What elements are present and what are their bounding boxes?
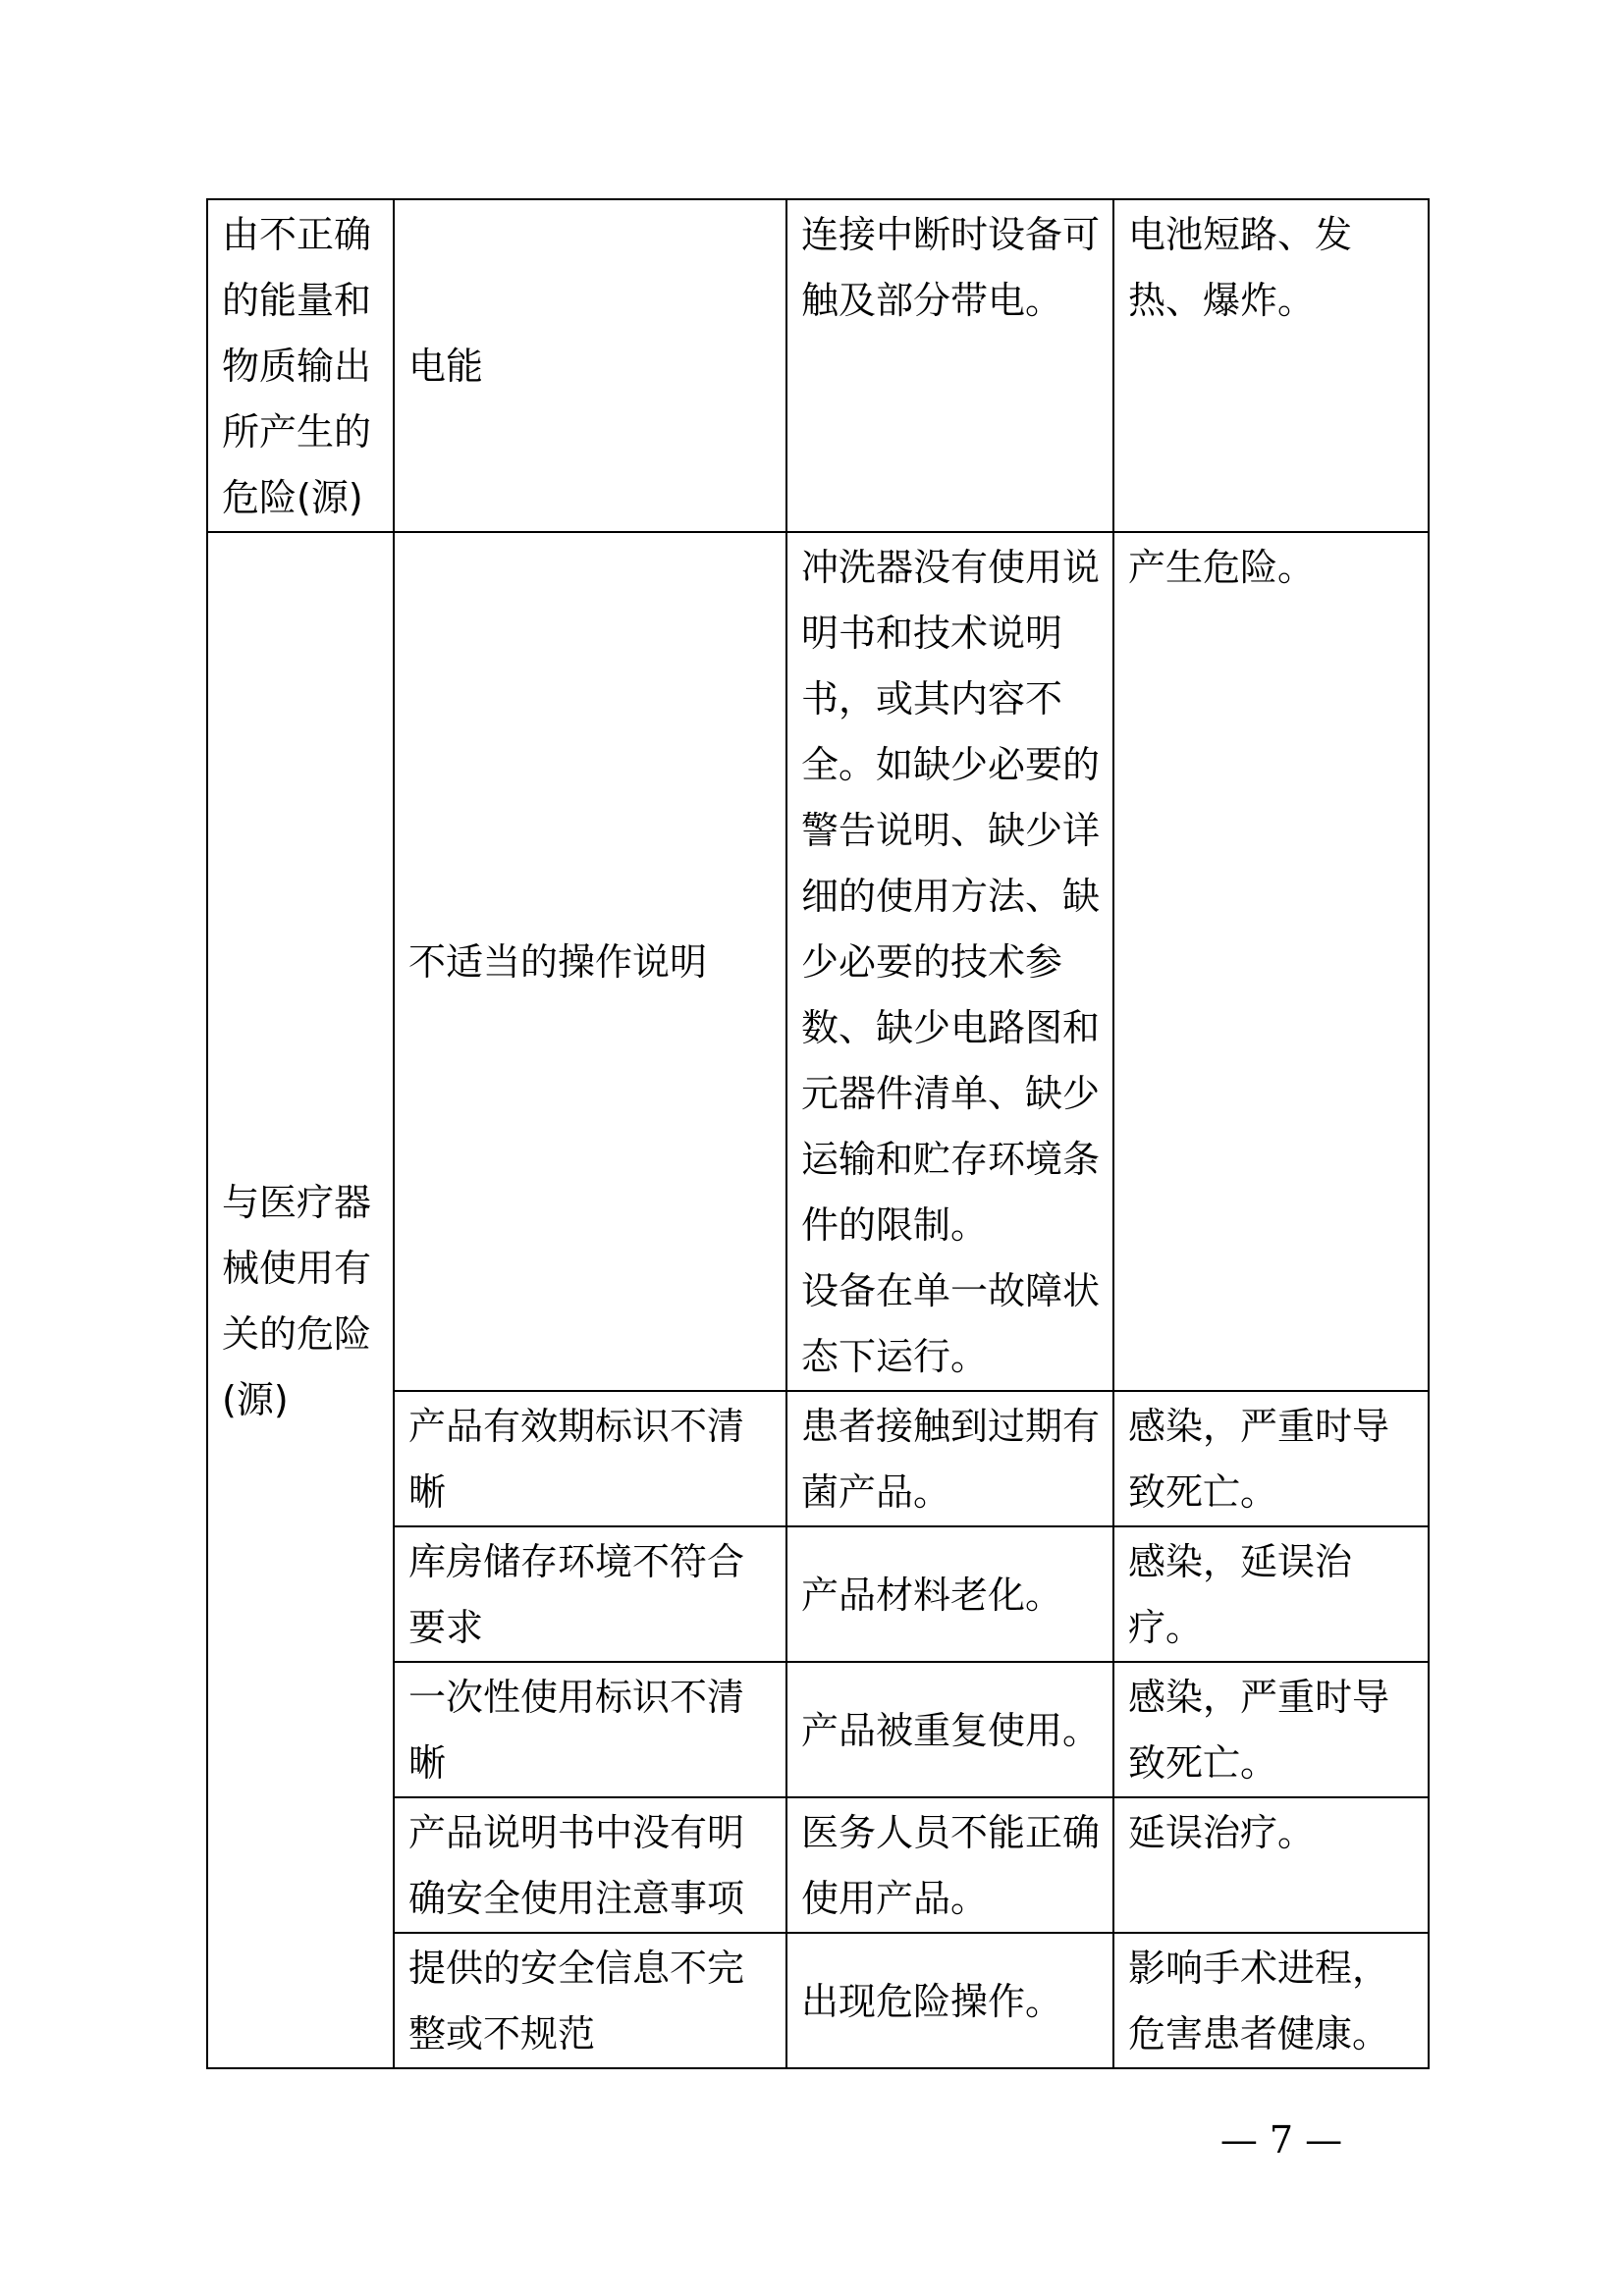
- consequence-cell: 延误治疗。: [1113, 1797, 1429, 1933]
- cause-cell: 产品被重复使用。: [786, 1662, 1113, 1797]
- consequence-cell: 感染，严重时导致死亡。: [1113, 1391, 1429, 1526]
- hazard-cell: 产品说明书中没有明确安全使用注意事项: [394, 1797, 786, 1933]
- cause-cell: [786, 532, 1113, 1391]
- hazard-cell: 产品有效期标识不清晰: [394, 1391, 786, 1526]
- table-row: [207, 532, 1429, 1391]
- cause-cell: 医务人员不能正确使用产品。: [786, 1797, 1113, 1933]
- cause-cell: 产品材料老化。: [786, 1526, 1113, 1662]
- consequence-cell: 电池短路、发热、爆炸。: [1113, 199, 1429, 532]
- page-number: — 7 —: [1219, 2118, 1343, 2162]
- hazard-cell: 不适当的操作说明: [394, 532, 786, 1391]
- table-row: [207, 199, 1429, 532]
- risk-analysis-table: [206, 198, 1430, 2069]
- consequence-cell: 感染，严重时导致死亡。: [1113, 1662, 1429, 1797]
- consequence-cell: 产生危险。: [1113, 532, 1429, 1391]
- hazard-cell: 提供的安全信息不完整或不规范: [394, 1933, 786, 2068]
- cause-text: 冲洗器没有使用说明书和技术说明书，或其内容不全。如缺少必要的警告说明、缺少详细的使用方法、缺少必要的技术参数、缺少电路图和元器件清单、缺少运输和贮存环境条件的限制。: [801, 546, 1101, 1247]
- hazard-category-cell: 与医疗器械使用有关的危险(源): [207, 532, 394, 2068]
- cause-cell: 患者接触到过期有菌产品。: [786, 1391, 1113, 1526]
- hazard-cell: 库房储存环境不符合要求: [394, 1526, 786, 1662]
- hazard-cell: 一次性使用标识不清晰: [394, 1662, 786, 1797]
- consequence-cell: 影响手术进程，危害患者健康。: [1113, 1933, 1429, 2068]
- cause-cell: 连接中断时设备可触及部分带电。: [786, 199, 1113, 532]
- cause-cell: 出现危险操作。: [786, 1933, 1113, 2068]
- consequence-cell: 感染，延误治疗。: [1113, 1526, 1429, 1662]
- cause-extra-text: 设备在单一故障状态下运行。: [801, 1269, 1101, 1378]
- hazard-cell: 电能: [394, 199, 786, 532]
- hazard-category-cell: 由不正确的能量和物质输出所产生的危险(源): [207, 199, 394, 532]
